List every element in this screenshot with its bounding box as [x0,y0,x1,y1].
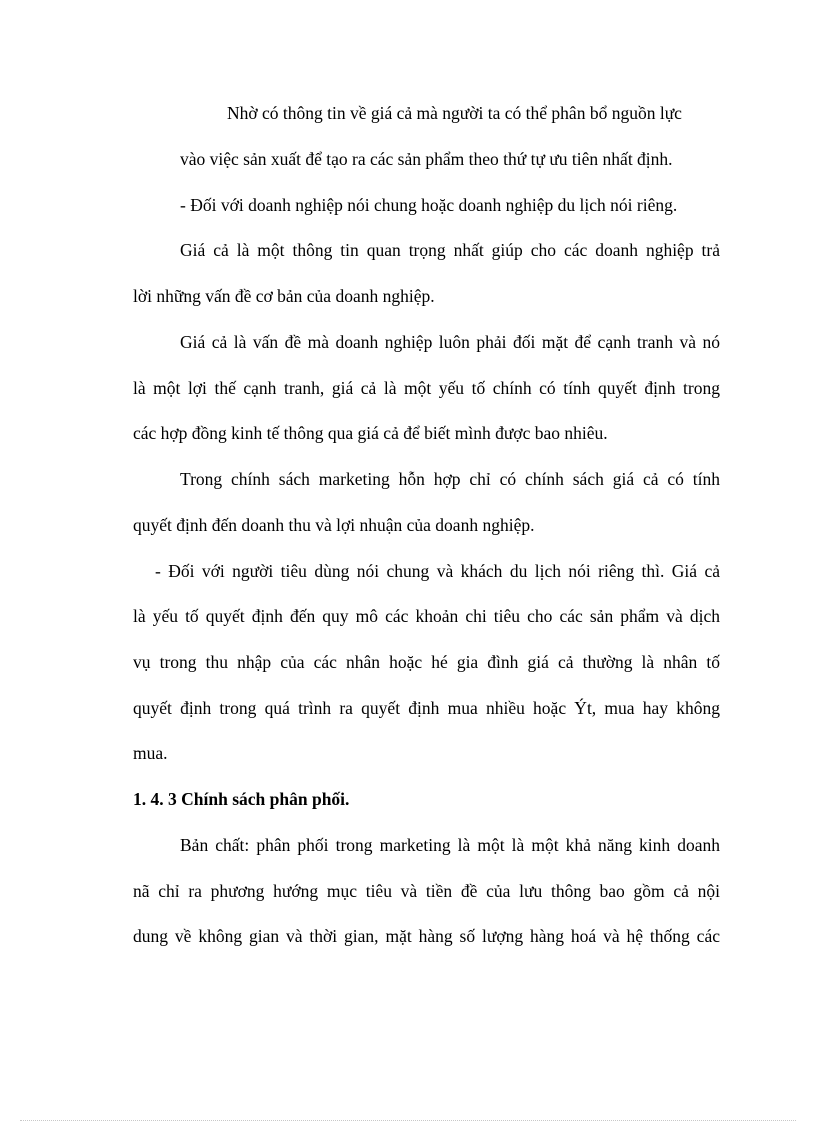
section-heading: 1. 4. 3 Chính sách phân phối. [133,789,350,809]
paragraph-line-19: dung về không gian và thời gian, mặt hàng số lượng hàng hoá và hệ thống các [133,926,720,946]
paragraph-line-11: - Đối với người tiêu dùng nói chung và khách du lịch nói riêng thì. Giá cả [155,561,720,581]
paragraph-line-15: mua. [133,743,168,763]
paragraph-line-3: - Đối với doanh nghiệp nói chung hoặc doanh nghiệp du lịch nói riêng. [180,195,678,215]
paragraph-line-17: Bản chất: phân phối trong marketing là một là một khả năng kinh doanh [180,835,720,855]
paragraph-line-9: Trong chính sách marketing hỗn hợp chỉ có chính sách giá cả có tính [180,469,720,489]
paragraph-line-14: quyết định trong quá trình ra quyết định mua nhiều hoặc Ýt, mua hay không [133,698,720,718]
paragraph-line-5: lời những vấn đề cơ bản của doanh nghiệp. [133,286,435,306]
paragraph-line-10: quyết định đến doanh thu và lợi nhuận của doanh nghiệp. [133,515,535,535]
paragraph-line-8: các hợp đồng kinh tế thông qua giá cả để biết mình được bao nhiêu. [133,423,608,443]
paragraph-line-7: là một lợi thế cạnh tranh, giá cả là một yếu tố chính có tính quyết định trong [133,378,720,398]
paragraph-line-4: Giá cả là một thông tin quan trọng nhất giúp cho các doanh nghiệp trả [180,240,720,260]
paragraph-line-18: nã chỉ ra phương hướng mục tiêu và tiền đề của lưu thông bao gồm cả nội [133,881,720,901]
paragraph-line-6: Giá cả là vấn đề mà doanh nghiệp luôn phải đối mặt để cạnh tranh và nó [180,332,720,352]
paragraph-line-1: Nhờ có thông tin về giá cả mà người ta có thể phân bổ nguồn lực [227,103,682,123]
page-bottom-divider [20,1120,796,1121]
paragraph-line-13: vụ trong thu nhập của các nhân hoặc hé gia đình giá cả thường là nhân tố [133,652,720,672]
paragraph-line-12: là yếu tố quyết định đến quy mô các khoản chi tiêu cho các sản phẩm và dịch [133,606,720,626]
paragraph-line-2: vào việc sản xuất để tạo ra các sản phẩm theo thứ tự ưu tiên nhất định. [180,149,673,169]
